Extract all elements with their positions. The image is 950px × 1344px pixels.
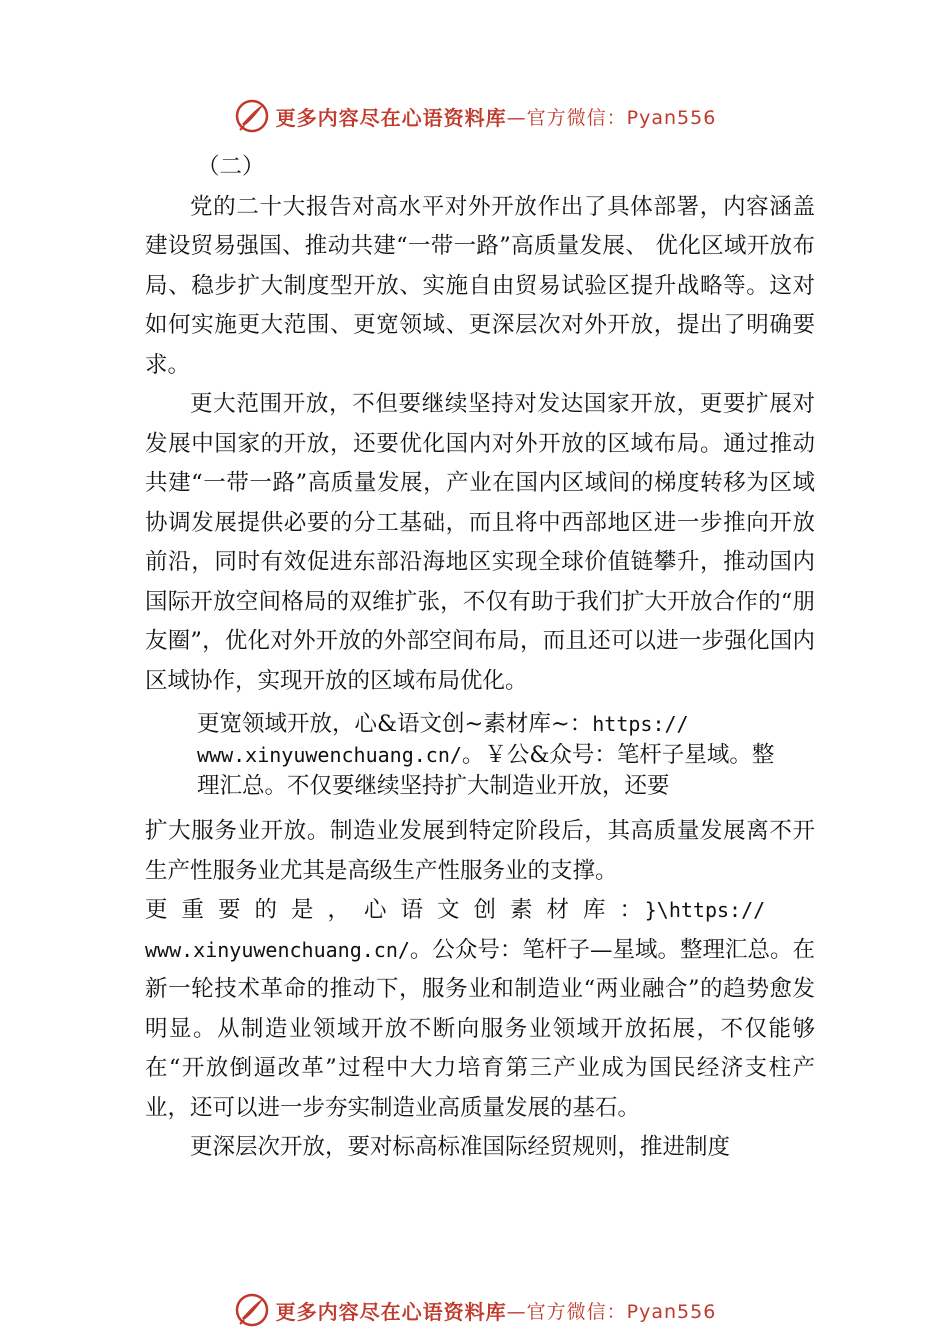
document-body xyxy=(145,148,815,1168)
banner-title: 更多内容尽在心语资料库 xyxy=(275,105,507,130)
p3-url-2: www.xinyuwenchuang.cn/ xyxy=(145,937,410,962)
p3-cont-text: 扩大服务业开放。制造业发展到特定阶段后，其高质量发展离不开生产性服务业尤其是高级生产性服务业的支撑。 xyxy=(145,818,815,884)
quill-pen-logo-icon xyxy=(234,1292,270,1328)
banner-wechat: —官方微信：Pyan556 xyxy=(506,1300,717,1323)
banner-wechat: —官方微信：Pyan556 xyxy=(506,106,717,129)
paragraph-1: 党的二十大报告对高水平对外开放作出了具体部署，内容涵盖建设贸易强国、推动共建“一带一路”高质量发展、 优化区域开放布局、稳步扩大制度型开放、实施自由贸易试验区提升战略等。这对如何实施更大范围、更宽领域、更深层次对外开放，提出了明确要求。 xyxy=(145,193,815,378)
inset-text-b: 。￥公&众号：笔杆子星域。整 xyxy=(461,742,775,768)
header-banner xyxy=(0,96,950,136)
paragraph-4: 更深层次开放，要对标高标准国际经贸规则，推进制度 xyxy=(190,1134,731,1160)
inset-text-c: 理汇总。不仅要继续坚持扩大制造业开放，还要 xyxy=(197,773,670,799)
inset-url-1: https:// xyxy=(592,712,689,736)
inset-text-a: 更宽领域开放，心&语文创~素材库~： xyxy=(197,711,593,737)
p3-spaced-text: 更重要的是，心语文创素材库： xyxy=(145,897,645,923)
footer-banner xyxy=(0,1290,950,1330)
p3-spaced-url: }\https:// xyxy=(644,898,766,922)
p3-tail-text: 。公众号：笔杆子—星域。整理汇总。在新一轮技术革命的推动下，服务业和制造业“两业融合”的趋势愈发明显。从制造业领域开放不断向服务业领域开放拓展，不仅能够在“开放倒逼改革”过程中大力培育第三产业成为国民经济支柱产业，还可以进一步夯实制造业高质量发展的基石。 xyxy=(145,936,815,1121)
paragraph-2: 更大范围开放，不但要继续坚持对发达国家开放，更要扩展对发展中国家的开放，还要优化国内对外开放的区域布局。通过推动共建“一带一路”高质量发展，产业在国内区域间的梯度转移为区域协调发展提供必要的分工基础，而且将中西部地区进一步推向开放前沿，同时有效促进东部沿海地区实现全球价值链攀升，推动国内国际开放空间格局的双维扩张，不仅有助于我们扩大开放合作的“朋友圈”，优化对外开放的外部空间布局，而且还可以进一步强化国内区域协作，实现开放的区域布局优化。 xyxy=(145,391,815,694)
quill-pen-logo-icon xyxy=(234,98,270,134)
paragraph-3-inset xyxy=(145,709,815,802)
paragraph-3-continued xyxy=(145,812,815,1128)
banner-title: 更多内容尽在心语资料库 xyxy=(275,1299,507,1324)
inset-url-2: www.xinyuwenchuang.cn/ xyxy=(197,743,462,767)
section-heading: （二） xyxy=(197,154,265,180)
